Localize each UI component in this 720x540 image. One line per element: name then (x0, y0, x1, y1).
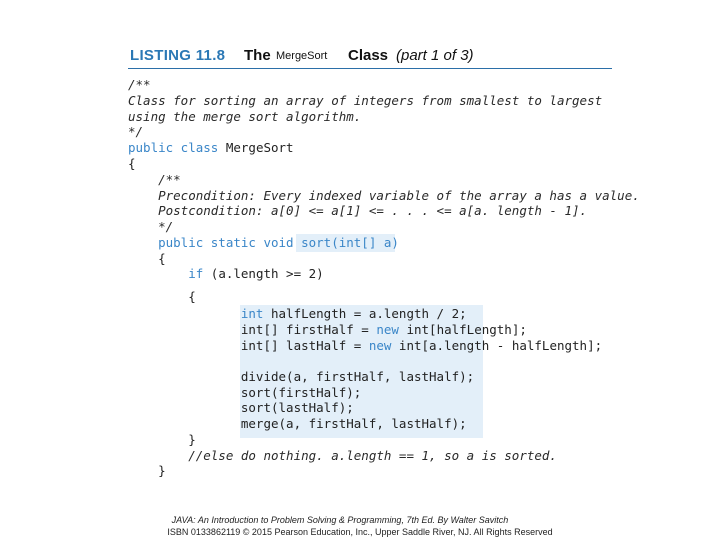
code-line: sort(firstHalf); (128, 385, 362, 400)
listing-part: (part 1 of 3) (396, 47, 474, 64)
code-text: halfLength = a.length / 2; (263, 306, 467, 321)
keyword: public static void (128, 235, 294, 250)
keyword: new (376, 322, 399, 337)
keyword: public class (128, 140, 219, 155)
code-line: */ (128, 219, 174, 234)
code-line (128, 235, 399, 251)
code-line (128, 266, 324, 282)
code-text: int[] lastHalf = (128, 338, 369, 353)
code-line: //else do nothing. a.length == 1, so a is sorted. (128, 448, 557, 463)
code-text: int[halfLength]; (398, 322, 527, 337)
keyword: new (368, 338, 392, 353)
code-line: sort(lastHalf); (128, 400, 354, 415)
code-text: MergeSort (218, 140, 294, 155)
code-line: Precondition: Every indexed variable of the array a has a value. (128, 188, 640, 203)
code-text: sort(int[] a) (293, 235, 399, 250)
code-text: (a.length >= 2) (203, 266, 324, 281)
footer-book-title: JAVA: An Introduction to Problem Solving & Programming, 7th Ed. By Walter Savitch (171, 515, 509, 525)
code-line: { (128, 156, 136, 171)
listing-class-word: Class (348, 47, 389, 64)
code-line (128, 352, 136, 368)
keyword: int (128, 306, 264, 321)
code-line (128, 322, 527, 338)
listing-number: LISTING 11.8 (130, 47, 226, 64)
keyword: if (128, 266, 204, 281)
listing-class-name: MergeSort (276, 50, 328, 62)
code-line: merge(a, firstHalf, lastHalf); (128, 416, 467, 431)
code-line: /** (128, 77, 151, 92)
code-line (128, 140, 294, 156)
listing-the: The (244, 47, 271, 64)
code-line: using the merge sort algorithm. (128, 109, 362, 124)
code-line: { (128, 251, 166, 266)
code-text: int[] firstHalf = (128, 322, 377, 337)
code-line: } (128, 432, 196, 447)
code-line: } (128, 463, 166, 478)
code-line: /** (128, 172, 181, 187)
code-line: { (128, 289, 196, 304)
code-line: */ (128, 124, 144, 139)
footer-copyright: ISBN 0133862119 © 2015 Pearson Education, Inc., Upper Saddle River, NJ. All Rights Reserved (167, 527, 553, 537)
code-line: Postcondition: a[0] <= a[1] <= . . . <= a[a. length - 1]. (128, 203, 588, 218)
code-line: divide(a, firstHalf, lastHalf); (128, 369, 475, 384)
code-line: Class for sorting an array of integers from smallest to largest (128, 93, 603, 108)
code-line (128, 338, 602, 354)
code-text: int[a.length - halfLength]; (391, 338, 603, 353)
code-line (128, 306, 467, 322)
